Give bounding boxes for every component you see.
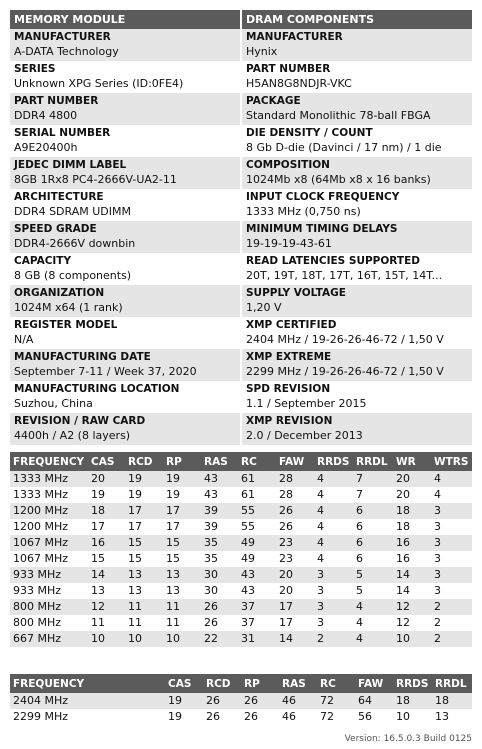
timing-row bbox=[10, 567, 472, 583]
timing-cell: 14 bbox=[396, 584, 410, 597]
timing-cell: 10 bbox=[393, 631, 431, 647]
timing-cell: 7 bbox=[353, 471, 393, 487]
module-field bbox=[10, 93, 240, 125]
dram-field-value: 1024Mb x8 (64Mb x8 x 16 banks) bbox=[246, 173, 431, 186]
dram-field-value: 19-19-19-43-61 bbox=[246, 237, 332, 250]
xmp-cell: 64 bbox=[355, 693, 393, 709]
dram-field-label: INPUT CLOCK FREQUENCY bbox=[246, 191, 400, 203]
timing-cell: 2 bbox=[314, 631, 353, 647]
timing-cell: 1200 MHz bbox=[10, 503, 88, 519]
dram-field-label: PACKAGE bbox=[246, 95, 301, 107]
module-field-value: Unknown XPG Series (ID:0FE4) bbox=[14, 77, 184, 90]
timing-cell: 23 bbox=[276, 535, 314, 551]
timing-row bbox=[10, 551, 472, 567]
timing-cell: 15 bbox=[91, 552, 105, 565]
timing-cell: 15 bbox=[166, 552, 180, 565]
xmp-cell: 18 bbox=[393, 693, 432, 709]
module-field-value: Suzhou, China bbox=[14, 397, 93, 410]
module-field-value: DDR4 SDRAM UDIMM bbox=[14, 205, 131, 218]
timing-cell: 49 bbox=[238, 535, 276, 551]
timing-cell: 3 bbox=[434, 584, 441, 597]
memory-module-column bbox=[10, 10, 240, 445]
xmp-cell: 46 bbox=[279, 693, 317, 709]
timing-cell: 13 bbox=[163, 567, 201, 583]
timing-cell: 11 bbox=[91, 616, 105, 629]
timing-cell: 4 bbox=[317, 552, 324, 565]
module-field-value: A-DATA Technology bbox=[14, 45, 119, 58]
timing-cell: 17 bbox=[128, 520, 142, 533]
timing-cell: 17 bbox=[279, 616, 293, 629]
timing-cell: 3 bbox=[314, 599, 353, 615]
timing-cell: 30 bbox=[201, 567, 238, 583]
timing-cell: 12 bbox=[396, 616, 410, 629]
timing-cell: 933 MHz bbox=[13, 584, 62, 597]
dram-field-label: PART NUMBER bbox=[246, 63, 331, 75]
dram-field bbox=[242, 253, 472, 285]
module-field bbox=[10, 413, 240, 445]
timing-cell: 28 bbox=[276, 471, 314, 487]
timing-column-header: RC bbox=[238, 452, 276, 471]
timing-cell: 55 bbox=[238, 503, 276, 519]
info-panel bbox=[10, 10, 472, 445]
timing-row bbox=[10, 471, 472, 487]
xmp-cell: 10 bbox=[396, 710, 410, 723]
timing-cell: 3 bbox=[434, 552, 441, 565]
timing-cell: 2 bbox=[431, 631, 472, 647]
timing-cell: 19 bbox=[125, 471, 163, 487]
xmp-cell: 19 bbox=[165, 693, 203, 709]
dram-field-value: 1.1 / September 2015 bbox=[246, 397, 367, 410]
timing-cell: 4 bbox=[434, 488, 441, 501]
timing-cell: 5 bbox=[356, 584, 363, 597]
xmp-column-header: RRDS bbox=[393, 674, 432, 693]
dram-field bbox=[242, 221, 472, 253]
module-field-label: JEDEC DIMM LABEL bbox=[14, 159, 127, 171]
dram-field bbox=[242, 61, 472, 93]
timing-column-header: RAS bbox=[201, 452, 238, 471]
timing-cell: 11 bbox=[128, 616, 142, 629]
xmp-cell: 72 bbox=[317, 693, 355, 709]
dram-field bbox=[242, 381, 472, 413]
xmp-body bbox=[10, 693, 472, 725]
timing-cell: 20 bbox=[276, 567, 314, 583]
timing-cell: 4 bbox=[317, 488, 324, 501]
xmp-cell: 2404 MHz bbox=[10, 693, 165, 709]
timing-cell: 11 bbox=[166, 616, 180, 629]
dram-field-value: 2404 MHz / 19-26-26-46-72 / 1,50 V bbox=[246, 333, 444, 346]
dram-field-label: COMPOSITION bbox=[246, 159, 330, 171]
dram-field-value: 2.0 / December 2013 bbox=[246, 429, 363, 442]
timing-cell: 5 bbox=[353, 567, 393, 583]
module-field-value: DDR4 4800 bbox=[14, 109, 78, 122]
timing-row bbox=[10, 615, 472, 631]
dram-field-label: MANUFACTURER bbox=[246, 31, 343, 43]
timing-cell: 22 bbox=[201, 631, 238, 647]
timing-table bbox=[10, 452, 472, 647]
dram-field-label: SPD REVISION bbox=[246, 383, 331, 395]
module-field bbox=[10, 157, 240, 189]
dram-components-heading: DRAM COMPONENTS bbox=[242, 10, 472, 29]
xmp-row bbox=[10, 693, 472, 709]
timing-column-header: RP bbox=[163, 452, 201, 471]
timing-body bbox=[10, 471, 472, 647]
timing-cell: 10 bbox=[88, 631, 125, 647]
timing-cell: 10 bbox=[163, 631, 201, 647]
timing-cell: 3 bbox=[434, 520, 441, 533]
dram-field-value: 20T, 19T, 18T, 17T, 16T, 15T, 14T... bbox=[246, 269, 443, 282]
dram-field bbox=[242, 189, 472, 221]
timing-cell: 11 bbox=[163, 599, 201, 615]
memory-module-heading: MEMORY MODULE bbox=[10, 10, 240, 29]
timing-cell: 4 bbox=[317, 520, 324, 533]
version-label: Version: 16.5.0.3 Build 0125 bbox=[344, 734, 472, 744]
dram-field bbox=[242, 317, 472, 349]
timing-cell: 17 bbox=[163, 503, 201, 519]
timing-cell: 13 bbox=[125, 567, 163, 583]
xmp-cell: 13 bbox=[435, 710, 449, 723]
timing-cell: 1333 MHz bbox=[13, 488, 69, 501]
module-field bbox=[10, 189, 240, 221]
module-field-label: REVISION / RAW CARD bbox=[14, 415, 146, 427]
timing-cell: 61 bbox=[238, 471, 276, 487]
timing-cell: 16 bbox=[396, 552, 410, 565]
timing-cell: 667 MHz bbox=[10, 631, 88, 647]
xmp-cell: 18 bbox=[432, 693, 472, 709]
dram-field-label: DIE DENSITY / COUNT bbox=[246, 127, 373, 139]
dram-field-label: MINIMUM TIMING DELAYS bbox=[246, 223, 398, 235]
xmp-column-header: CAS bbox=[165, 674, 203, 693]
module-field bbox=[10, 221, 240, 253]
module-field-label: MANUFACTURING LOCATION bbox=[14, 383, 180, 395]
timing-cell: 43 bbox=[238, 567, 276, 583]
dram-field-label: XMP CERTIFIED bbox=[246, 319, 337, 331]
timing-cell: 13 bbox=[91, 584, 105, 597]
xmp-table bbox=[10, 674, 472, 725]
timing-cell: 1067 MHz bbox=[13, 552, 69, 565]
timing-cell: 3 bbox=[431, 535, 472, 551]
module-field bbox=[10, 317, 240, 349]
timing-cell: 19 bbox=[128, 488, 142, 501]
timing-column-header: FREQUENCY bbox=[10, 452, 88, 471]
timing-cell: 26 bbox=[279, 520, 293, 533]
module-field-value: N/A bbox=[14, 333, 34, 346]
xmp-cell: 26 bbox=[203, 693, 241, 709]
timing-cell: 16 bbox=[393, 535, 431, 551]
xmp-column-header: RRDL bbox=[432, 674, 472, 693]
dram-field bbox=[242, 285, 472, 317]
timing-cell: 19 bbox=[163, 471, 201, 487]
timing-cell: 4 bbox=[314, 471, 353, 487]
timing-cell: 3 bbox=[317, 616, 324, 629]
dram-field bbox=[242, 349, 472, 381]
module-field bbox=[10, 29, 240, 61]
timing-cell: 4 bbox=[356, 616, 363, 629]
timing-cell: 13 bbox=[166, 584, 180, 597]
dram-field bbox=[242, 125, 472, 157]
timing-cell: 37 bbox=[241, 616, 255, 629]
module-field-label: SERIAL NUMBER bbox=[14, 127, 111, 139]
dram-field bbox=[242, 93, 472, 125]
timing-row bbox=[10, 503, 472, 519]
timing-cell: 31 bbox=[238, 631, 276, 647]
dram-field-value: H5AN8G8NDJR-VKC bbox=[246, 77, 352, 90]
timing-cell: 28 bbox=[279, 488, 293, 501]
timing-cell: 15 bbox=[125, 535, 163, 551]
timing-cell: 26 bbox=[201, 599, 238, 615]
timing-cell: 3 bbox=[317, 584, 324, 597]
module-field-label: ORGANIZATION bbox=[14, 287, 105, 299]
timing-cell: 43 bbox=[241, 584, 255, 597]
timing-cell: 4 bbox=[353, 599, 393, 615]
module-field-value: September 7-11 / Week 37, 2020 bbox=[14, 365, 197, 378]
timing-cell: 14 bbox=[88, 567, 125, 583]
xmp-cell: 26 bbox=[206, 710, 220, 723]
timing-cell: 20 bbox=[393, 471, 431, 487]
module-field-label: SERIES bbox=[14, 63, 56, 75]
xmp-cell: 26 bbox=[244, 710, 258, 723]
timing-cell: 19 bbox=[166, 488, 180, 501]
timing-cell: 6 bbox=[353, 503, 393, 519]
xmp-column-header: RCD bbox=[203, 674, 241, 693]
timing-column-header: RRDS bbox=[314, 452, 353, 471]
xmp-header-row bbox=[10, 674, 472, 693]
timing-cell: 30 bbox=[204, 584, 218, 597]
timing-cell: 43 bbox=[201, 471, 238, 487]
xmp-column-header: FREQUENCY bbox=[10, 674, 165, 693]
xmp-cell: 56 bbox=[358, 710, 372, 723]
timing-cell: 26 bbox=[204, 616, 218, 629]
module-field bbox=[10, 125, 240, 157]
timing-cell: 3 bbox=[431, 503, 472, 519]
xmp-cell: 19 bbox=[168, 710, 182, 723]
timing-cell: 19 bbox=[91, 488, 105, 501]
timing-cell: 4 bbox=[431, 471, 472, 487]
timing-cell: 18 bbox=[396, 520, 410, 533]
timing-column-header: WR bbox=[393, 452, 431, 471]
timing-cell: 16 bbox=[88, 535, 125, 551]
timing-cell: 20 bbox=[88, 471, 125, 487]
timing-cell: 12 bbox=[393, 599, 431, 615]
timing-column-header: FAW bbox=[276, 452, 314, 471]
module-field-value: 8 GB (8 components) bbox=[14, 269, 132, 282]
timing-row bbox=[10, 583, 472, 599]
timing-cell: 20 bbox=[396, 488, 410, 501]
timing-cell: 3 bbox=[314, 567, 353, 583]
timing-cell: 4 bbox=[353, 631, 393, 647]
dram-field-label: XMP REVISION bbox=[246, 415, 333, 427]
timing-cell: 35 bbox=[201, 535, 238, 551]
dram-field-value: 1,20 V bbox=[246, 301, 282, 314]
dram-field-value: Standard Monolithic 78-ball FBGA bbox=[246, 109, 431, 122]
timing-column-header: WTRS bbox=[431, 452, 472, 471]
timing-cell: 17 bbox=[276, 599, 314, 615]
module-field-value: A9E20400h bbox=[14, 141, 78, 154]
timing-cell: 11 bbox=[125, 599, 163, 615]
timing-cell: 4 bbox=[314, 535, 353, 551]
module-field-label: CAPACITY bbox=[14, 255, 72, 267]
timing-cell: 20 bbox=[279, 584, 293, 597]
dram-field-value: 1333 MHz (0,750 ns) bbox=[246, 205, 361, 218]
module-field-value: 8GB 1Rx8 PC4-2666V-UA2-11 bbox=[14, 173, 177, 186]
timing-cell: 800 MHz bbox=[13, 616, 62, 629]
timing-cell: 7 bbox=[356, 488, 363, 501]
timing-row bbox=[10, 487, 472, 503]
module-field bbox=[10, 349, 240, 381]
timing-cell: 2 bbox=[431, 599, 472, 615]
timing-cell: 18 bbox=[393, 503, 431, 519]
module-field-label: MANUFACTURING DATE bbox=[14, 351, 151, 363]
timing-cell: 61 bbox=[241, 488, 255, 501]
timing-header-row bbox=[10, 452, 472, 471]
timing-cell: 4 bbox=[314, 503, 353, 519]
dram-field bbox=[242, 29, 472, 61]
timing-cell: 17 bbox=[125, 503, 163, 519]
dram-field-value: Hynix bbox=[246, 45, 278, 58]
timing-cell: 1200 MHz bbox=[13, 520, 69, 533]
timing-cell: 55 bbox=[241, 520, 255, 533]
timing-cell: 37 bbox=[238, 599, 276, 615]
timing-cell: 800 MHz bbox=[10, 599, 88, 615]
timing-cell: 10 bbox=[125, 631, 163, 647]
timing-column-header: RCD bbox=[125, 452, 163, 471]
timing-cell: 14 bbox=[393, 567, 431, 583]
timing-cell: 49 bbox=[241, 552, 255, 565]
timing-cell: 18 bbox=[88, 503, 125, 519]
timing-cell: 3 bbox=[431, 567, 472, 583]
xmp-cell: 2299 MHz bbox=[13, 710, 69, 723]
timing-row bbox=[10, 599, 472, 615]
module-field bbox=[10, 285, 240, 317]
dram-field bbox=[242, 157, 472, 189]
dram-field bbox=[242, 413, 472, 445]
module-field-value: 1024M x64 (1 rank) bbox=[14, 301, 123, 314]
timing-cell: 15 bbox=[163, 535, 201, 551]
timing-cell: 15 bbox=[128, 552, 142, 565]
module-field-label: REGISTER MODEL bbox=[14, 319, 118, 331]
module-field-value: 4400h / A2 (8 layers) bbox=[14, 429, 131, 442]
dram-field-label: READ LATENCIES SUPPORTED bbox=[246, 255, 420, 267]
xmp-cell: 26 bbox=[241, 693, 279, 709]
xmp-cell: 46 bbox=[282, 710, 296, 723]
timing-cell: 6 bbox=[356, 552, 363, 565]
timing-cell: 14 bbox=[276, 631, 314, 647]
timing-cell: 13 bbox=[128, 584, 142, 597]
dram-components-column bbox=[242, 10, 472, 445]
dram-field-label: SUPPLY VOLTAGE bbox=[246, 287, 346, 299]
module-field-label: MANUFACTURER bbox=[14, 31, 111, 43]
xmp-column-header: RC bbox=[317, 674, 355, 693]
timing-column-header: CAS bbox=[88, 452, 125, 471]
xmp-column-header: FAW bbox=[355, 674, 393, 693]
xmp-row bbox=[10, 709, 472, 725]
module-field bbox=[10, 253, 240, 285]
timing-row bbox=[10, 631, 472, 647]
xmp-cell: 72 bbox=[320, 710, 334, 723]
timing-cell: 43 bbox=[204, 488, 218, 501]
dram-field-label: XMP EXTREME bbox=[246, 351, 332, 363]
module-field-value: DDR4-2666V downbin bbox=[14, 237, 136, 250]
timing-cell: 6 bbox=[353, 535, 393, 551]
module-field-label: SPEED GRADE bbox=[14, 223, 97, 235]
module-field bbox=[10, 381, 240, 413]
dram-field-value: 2299 MHz / 19-26-26-46-72 / 1,50 V bbox=[246, 365, 444, 378]
module-field-label: ARCHITECTURE bbox=[14, 191, 104, 203]
timing-cell: 12 bbox=[88, 599, 125, 615]
timing-cell: 39 bbox=[201, 503, 238, 519]
timing-cell: 2 bbox=[434, 616, 441, 629]
timing-cell: 1333 MHz bbox=[10, 471, 88, 487]
timing-cell: 17 bbox=[91, 520, 105, 533]
timing-cell: 23 bbox=[279, 552, 293, 565]
timing-row bbox=[10, 535, 472, 551]
xmp-column-header: RP bbox=[241, 674, 279, 693]
dram-field-value: 8 Gb D-die (Davinci / 17 nm) / 1 die bbox=[246, 141, 442, 154]
timing-row bbox=[10, 519, 472, 535]
timing-cell: 35 bbox=[204, 552, 218, 565]
timing-cell: 26 bbox=[276, 503, 314, 519]
timing-cell: 17 bbox=[166, 520, 180, 533]
module-field-label: PART NUMBER bbox=[14, 95, 99, 107]
xmp-column-header: RAS bbox=[279, 674, 317, 693]
timing-cell: 39 bbox=[204, 520, 218, 533]
timing-cell: 933 MHz bbox=[10, 567, 88, 583]
timing-column-header: RRDL bbox=[353, 452, 393, 471]
module-field bbox=[10, 61, 240, 93]
timing-cell: 1067 MHz bbox=[10, 535, 88, 551]
timing-cell: 6 bbox=[356, 520, 363, 533]
